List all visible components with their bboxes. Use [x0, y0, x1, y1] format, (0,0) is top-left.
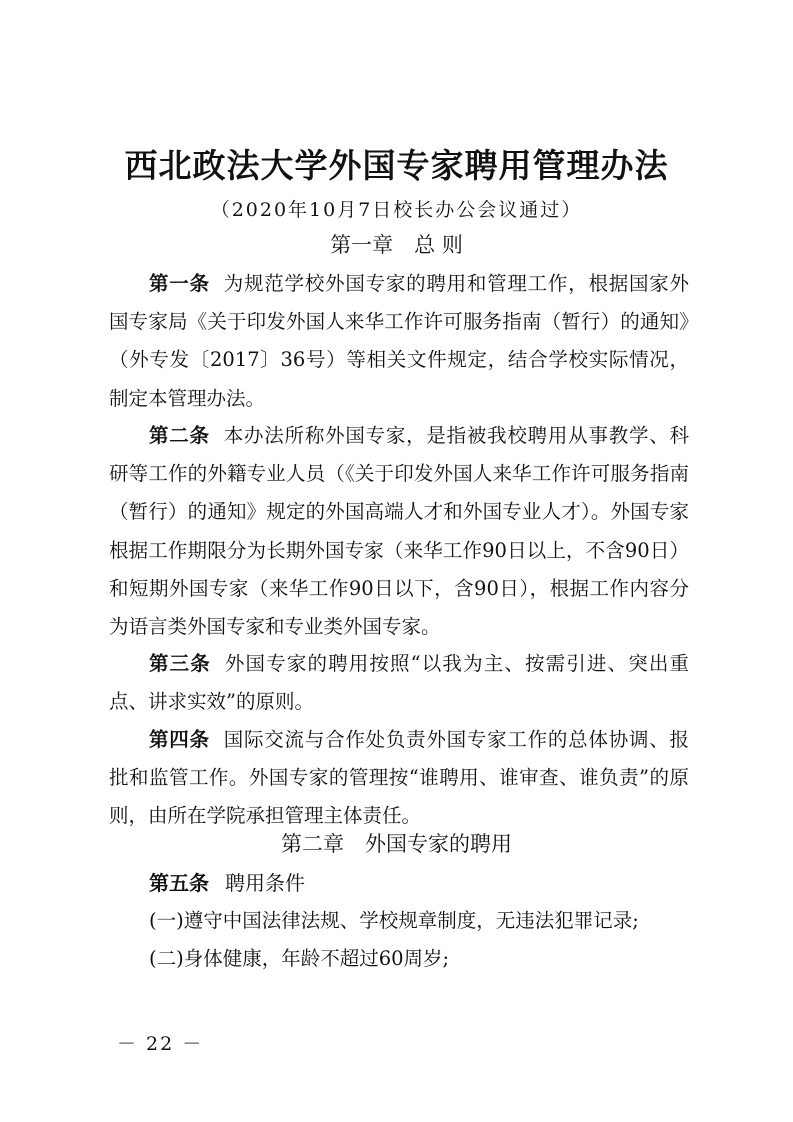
- article-number: 第二条: [149, 424, 210, 447]
- article-text: 为规范学校外国专家的聘用和管理工作，根据国家外国专家局《关于印发外国人来华工作许可服务指南（暂行）的通知》（外专发〔2017〕36号）等相关文件规定，结合学校实际情况，制定本管理办法。: [109, 272, 689, 410]
- list-item: (二)身体健康，年龄不超过60周岁;: [149, 947, 450, 970]
- page-number: － 22 －: [117, 1033, 204, 1055]
- chapter-heading-2: 第二章 外国专家的聘用: [281, 832, 512, 856]
- article-1: [109, 265, 689, 418]
- article-text: 国际交流与合作处负责外国专家工作的总体协调、报批和监管工作。外国专家的管理按“谁聘用、谁审查、谁负责”的原则，由所在学院承担管理主体责任。: [109, 728, 689, 828]
- article-title: 聘用条件: [225, 871, 305, 895]
- article-text: 外国专家的聘用按照“以我为主、按需引进、突出重点、讲求实效”的原则。: [109, 652, 689, 714]
- list-item: (一)遵守中国法律法规、学校规章制度，无违法犯罪记录;: [149, 909, 639, 932]
- article-number: 第五条: [149, 871, 209, 895]
- article-number: 第四条: [149, 728, 210, 751]
- chapter-heading-1: 第一章 总 则: [330, 233, 463, 257]
- article-number: 第三条: [149, 652, 211, 675]
- article-2: [109, 417, 689, 646]
- article-5-heading: [149, 864, 689, 902]
- article-3: [109, 645, 689, 721]
- article-text: 本办法所称外国专家，是指被我校聘用从事教学、科研等工作的外籍专业人员（《关于印发外国人来华工作许可服务指南（暂行）的通知》规定的外国高端人才和外国专业人才）。外国专家根据工作期限分为长期外国专家（来华工作90日以上，不含90日）和短期外国专家（来华工作90日以下，含90日），根据工作内容分为语言类外国专家和专业类外国专家。: [109, 424, 689, 639]
- document-subtitle: （2020年10月7日校长办公会议通过）: [210, 199, 583, 221]
- document-title: 西北政法大学外国专家聘用管理办法: [124, 146, 669, 185]
- article-number: 第一条: [149, 272, 210, 295]
- article-4: [109, 721, 689, 836]
